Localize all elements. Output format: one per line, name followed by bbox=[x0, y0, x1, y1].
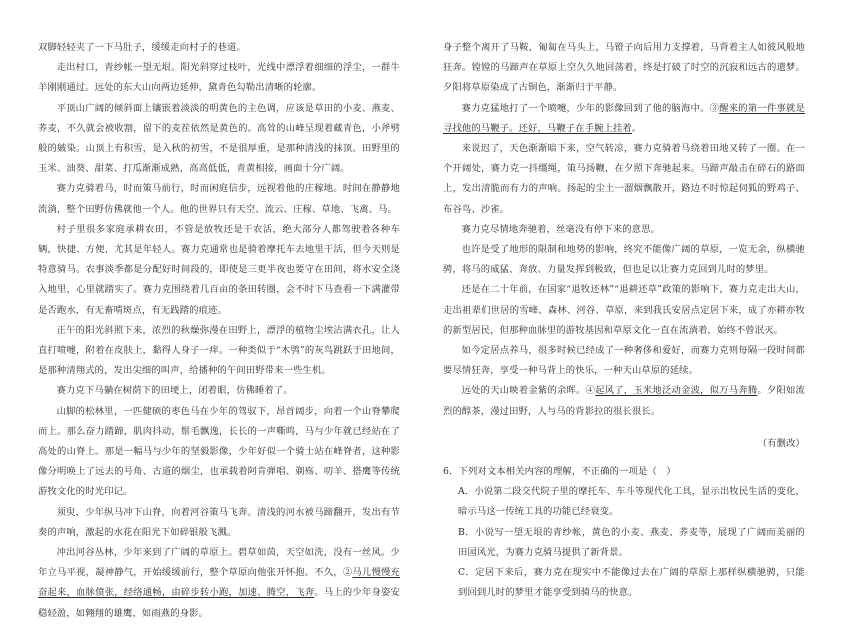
text-span: 。马上的少年身姿安稳轻盈，如翱翔的雄鹰，如雨燕的身影。 bbox=[38, 587, 400, 619]
paragraph bbox=[443, 99, 805, 139]
sentence-marker: ④ bbox=[585, 385, 596, 397]
paragraph: 也许是受了地形的限制和地势的影响，终究不能像广阔的草原，一览无余，纵横驰骋，将马的威猛、奔放、力量发挥到极致，但也足以让赛力克回到儿时的梦里。 bbox=[443, 244, 805, 276]
paragraph: 赛力克骑着马，时而策马前行，时而闲庭信步，远视着他的庄稼地。时间在静静地流淌，整个田野仿佛就他一个人。他的世界只有天空、流云、庄稼、草地、飞禽、马。 bbox=[38, 183, 400, 215]
text-span: 。夕阳如流烈的醇茶，漫过田野，人与马的背影拉的很长很长。 bbox=[443, 385, 805, 417]
paragraph: 村子里很多家庭承耕农田，不管是放牧还是干农活，绝大部分人都驾驶着各种车辆，快捷、方便，尤其是年轻人。赛力克通常也是骑着摩托车去地里干活，但今天则是特意骑马。农事淡季都是分配好时间段的，即使是三更半夜也要守在田间，将水安全浇入地里，心里就踏实了。赛力克围绕着几百亩的条田转圈，会不时下马查看一下满灌带是否跑水，有无畜啃斑点，有无践踏的痕迹。 bbox=[38, 223, 400, 316]
paragraph: 正午的阳光斜照下来，浓烈的秋燥弥漫在田野上，漂浮的植物尘埃沾满衣孔，让人直打喷嚏，附着在皮肤上，黏得人身子一痒。一种类似于“木鸮”的灰鸟跳跃于田地间，是那种清翔式的，发出尖细的叫声，给播种的午间田野带来一些生机。 bbox=[38, 324, 400, 377]
paragraph: 身子整个离开了马鞍，匍匐在马头上，马镫子向后用力支撑着，马背着主人如彼风般地狂奔。镗镗的马蹄声在草原上空久久地回荡着，终是打破了时空的沉寂和远古的遗梦。夕阳将草原染成了古铜色，渐渐归于平静。 bbox=[443, 42, 805, 94]
underlined-sentence: 起风了，玉米地泛动金波，似万马奔腾 bbox=[595, 385, 758, 397]
question-6: 6．下列对文本相关内容的理解，不正确的一项是（ ） bbox=[443, 466, 676, 478]
paragraph: 双脚轻轻夹了一下马肚子，缓缓走向村子的巷道。 bbox=[38, 42, 246, 53]
underlined-sentence: 马儿慢慢充奋起来，血脉偾张，经络通畅，由碎步转小跑，加速、腾空，飞奔 bbox=[38, 567, 400, 599]
option-a: A．小说第二段交代院子里的摩托车、车斗等现代化工具，显示出牧民生活的变化，暗示马这一传统工具的功能已经衰变。 bbox=[458, 486, 805, 518]
source-note: （有删改） bbox=[757, 437, 805, 449]
option-c: C．定居下来后，赛力克在现实中不能像过去在广阔的草原上那样纵横驰骋，只能到回到儿时的梦里才能享受到骑马的快意。 bbox=[458, 567, 805, 599]
paragraph: 平顶山广阔的倾斜面上镶嵌着淡淡的明黄色的主色调，应该是草田的小麦、燕麦、荞麦，不久就会被收割，留下的麦茬依然是黄色的。高耸的山峰呈现着藏青色，小斧劈般的皴染。山顶上有积雪，是入秋的初雪，不是很厚重，是那种清浅的抹顶。田野里的玉米、油葵、甜菜、打瓜渐渐成熟，高高低低，青黄相接，画面十分广阔。 bbox=[38, 102, 400, 175]
right-column bbox=[443, 38, 805, 603]
paragraph: 还是在二十年前，在国家“退牧还林”“退耕还草”政策的影响下，赛力克走出大山，走出祖辈们世居的雪峰、森林、河谷、草原，来到我氏安居点定居下来，成了亦耕亦牧的新型居民，但那种血脉里的游牧基因和草原文化一直在流淌着，始终不曾泯灭。 bbox=[443, 284, 805, 336]
text-span: 远处的天山映着金紫的余晖。 bbox=[461, 385, 586, 397]
left-column bbox=[38, 38, 400, 624]
text-span: 赛力克猛地打了一个喷嚏，少年的影像回到了他的脑海中。 bbox=[461, 102, 710, 114]
option-b: B．小说写一望无垠的青纱帐，黄色的小麦、燕麦、荞麦等，展现了广阔而美丽的田园风光，为赛力克骑马提供了新背景。 bbox=[458, 526, 805, 558]
paragraph bbox=[38, 543, 400, 624]
sentence-marker: ③ bbox=[709, 102, 720, 114]
paragraph: 走出村口，青纱帐一望无垠。阳光斜穿过枝叶，光线中漂浮着细细的浮尘，一群牛羊刚刚通过。远处的东大山向两边延伸，黛青色勾勒出清晰的轮廓。 bbox=[38, 62, 400, 94]
paragraph: 如今定居点养马，很多时候已经成了一种奢侈和爱好，而赛力克则每隔一段时间都要尽情狂奔，享受一种马背上的快乐，一种天山草原的延续。 bbox=[443, 345, 805, 377]
paragraph: 赛力克下马躺在树荫下的田埂上，闭着眼，仿佛睡着了。 bbox=[56, 385, 293, 397]
sentence-marker: ② bbox=[342, 567, 353, 579]
paragraph: 来说迟了，天色渐渐暗下来，空气转凉，赛力克骑着马绕着田地又转了一圈。在一个开阔处，赛力克一抖缰绳，策马扬鞭，在夕照下奔驰起来。马蹄声敲击在碎石的路面上，发出清脆而有力的声响。扬起的尘土一溜烟飘散开，路边不时惊起伺狐的野鸡子、布谷鸟、沙雀。 bbox=[443, 143, 805, 215]
paragraph: 赛力克尽情地奔驰着，丝毫没有停下来的意思。 bbox=[461, 223, 660, 235]
paragraph: 山脚的松林里，一匹健硕的枣色马在少年的驾驭下，昂首阔步，向着一个山脊攀爬而上。那么奋力踏蹄，肌肉抖动，鬃毛飘逸，长长的一声嘶鸣，马与少年就已经站在了高处的山脊上。那是一幅马与少年的坚毅影像，少年好似一个骑士站在峰脊者，这种影像分明唤上了远去的号角、古道的烟尘，也承载着阿肯弹唱、剃殇、叨羊、搭鹰等传统游牧文化的时光印记。 bbox=[38, 405, 400, 498]
text-span: 冲出河谷丛林，少年来到了广阔的草原上。碧草如茵，天空如洗，没有一丝风。少年立马平视，凝神静气，开始缓缓前行，整个草原向他张开怀抱。不久， bbox=[38, 547, 400, 579]
text-span: 。 bbox=[631, 122, 642, 134]
underlined-sentence: 醒来的第一件事就是寻找他的马鞭子。还好，马鞭子在手腕上挂着 bbox=[443, 102, 805, 134]
paragraph: 须臾，少年纵马冲下山脊，向着河谷策马飞奔。清浅的河水被马蹄翻开，发出有节奏的声响，激起的水花在阳光下如碎银般飞溅。 bbox=[38, 506, 400, 538]
paragraph bbox=[443, 381, 805, 421]
